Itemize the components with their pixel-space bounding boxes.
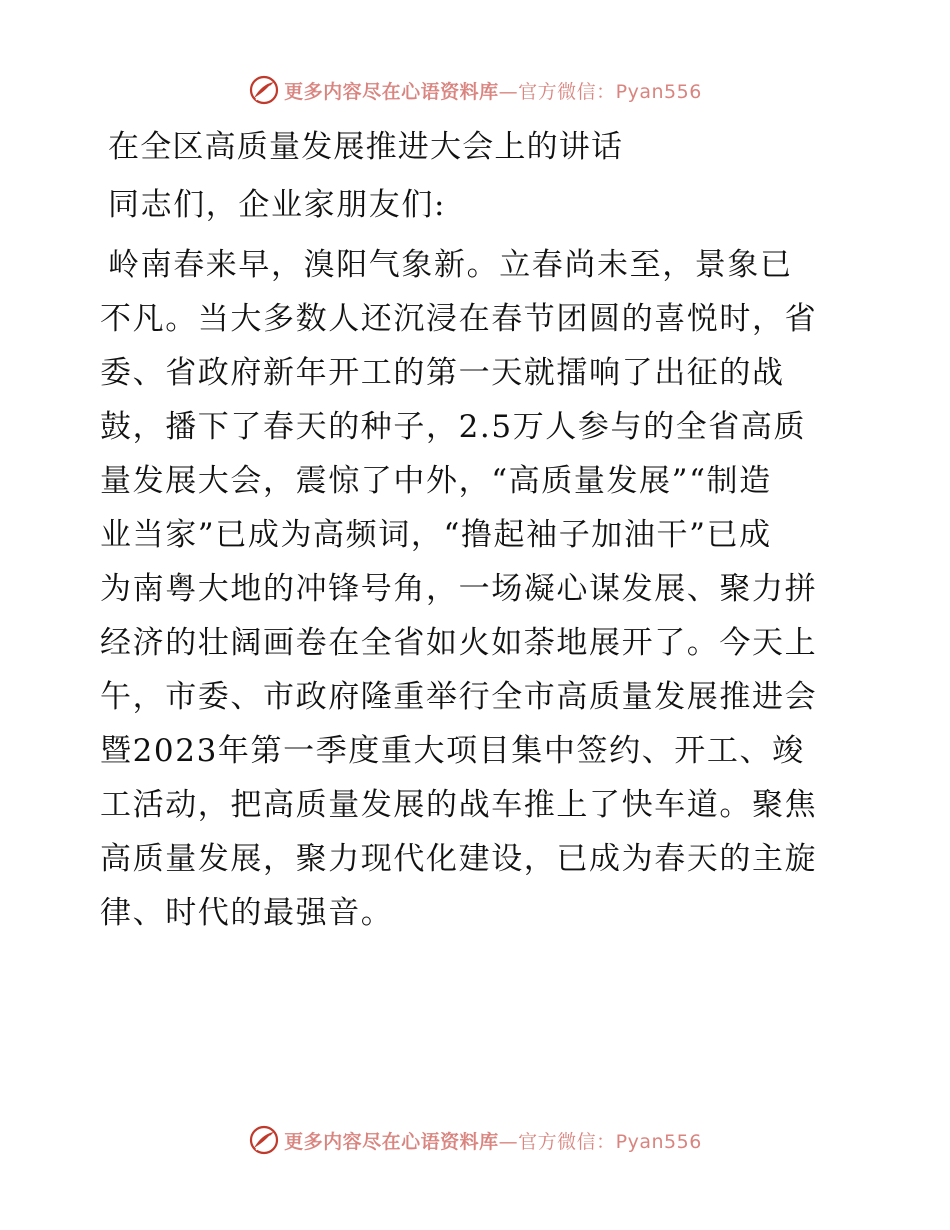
watermark-main-text: 更多内容尽在心语资料库 xyxy=(284,80,499,103)
watermark-dash: — xyxy=(498,1130,519,1153)
document-title: 在全区高质量发展推进大会上的讲话 xyxy=(108,129,624,165)
watermark-main-text: 更多内容尽在心语资料库 xyxy=(284,1130,499,1153)
watermark-suffix-text: 官方微信：Pyan556 xyxy=(518,1130,702,1153)
paragraph-line: 不凡。当大多数人还沉浸在春节团圆的喜悦时，省 xyxy=(100,301,818,337)
watermark-dash: — xyxy=(498,80,519,103)
watermark-suffix-text: 官方微信：Pyan556 xyxy=(518,80,702,103)
paragraph-line: 岭南春来早，溴阳气象新。立春尚未至，景象已 xyxy=(108,247,793,283)
paragraph-line: 鼓，播下了春天的种子，2.5万人参与的全省高质 xyxy=(100,409,807,445)
header-watermark xyxy=(0,70,950,110)
paragraph-line: 工活动，把高质量发展的战车推上了快车道。聚焦 xyxy=(100,787,818,823)
paragraph-line: 委、省政府新年开工的第一天就擂响了出征的战 xyxy=(100,355,785,391)
paragraph-line: 业当家”已成为高频词，“撸起袖子加油干”已成 xyxy=(100,517,772,553)
paragraph-line: 暨2023年第一季度重大项目集中签约、开工、竣 xyxy=(100,733,805,769)
paragraph-line: 律、时代的最强音。 xyxy=(100,895,394,931)
greeting-line: 同志们，企业家朋友们: xyxy=(108,187,447,223)
paragraph-line: 量发展大会，震惊了中外，“高质量发展”“制造 xyxy=(100,463,772,499)
paragraph-line: 午，市委、市政府隆重举行全市高质量发展推进会 xyxy=(100,679,818,715)
paragraph-line: 为南粤大地的冲锋号角，一场凝心谋发展、聚力拼 xyxy=(100,571,818,607)
pen-logo-icon xyxy=(248,1124,280,1156)
document-body xyxy=(100,120,850,940)
speech-paragraph xyxy=(100,238,850,940)
paragraph-line: 高质量发展，聚力现代化建设，已成为春天的主旋 xyxy=(100,841,818,877)
paragraph-line: 经济的壮阔画卷在全省如火如荼地展开了。今天上 xyxy=(100,625,818,661)
pen-logo-icon xyxy=(248,74,280,106)
footer-watermark xyxy=(0,1120,950,1160)
